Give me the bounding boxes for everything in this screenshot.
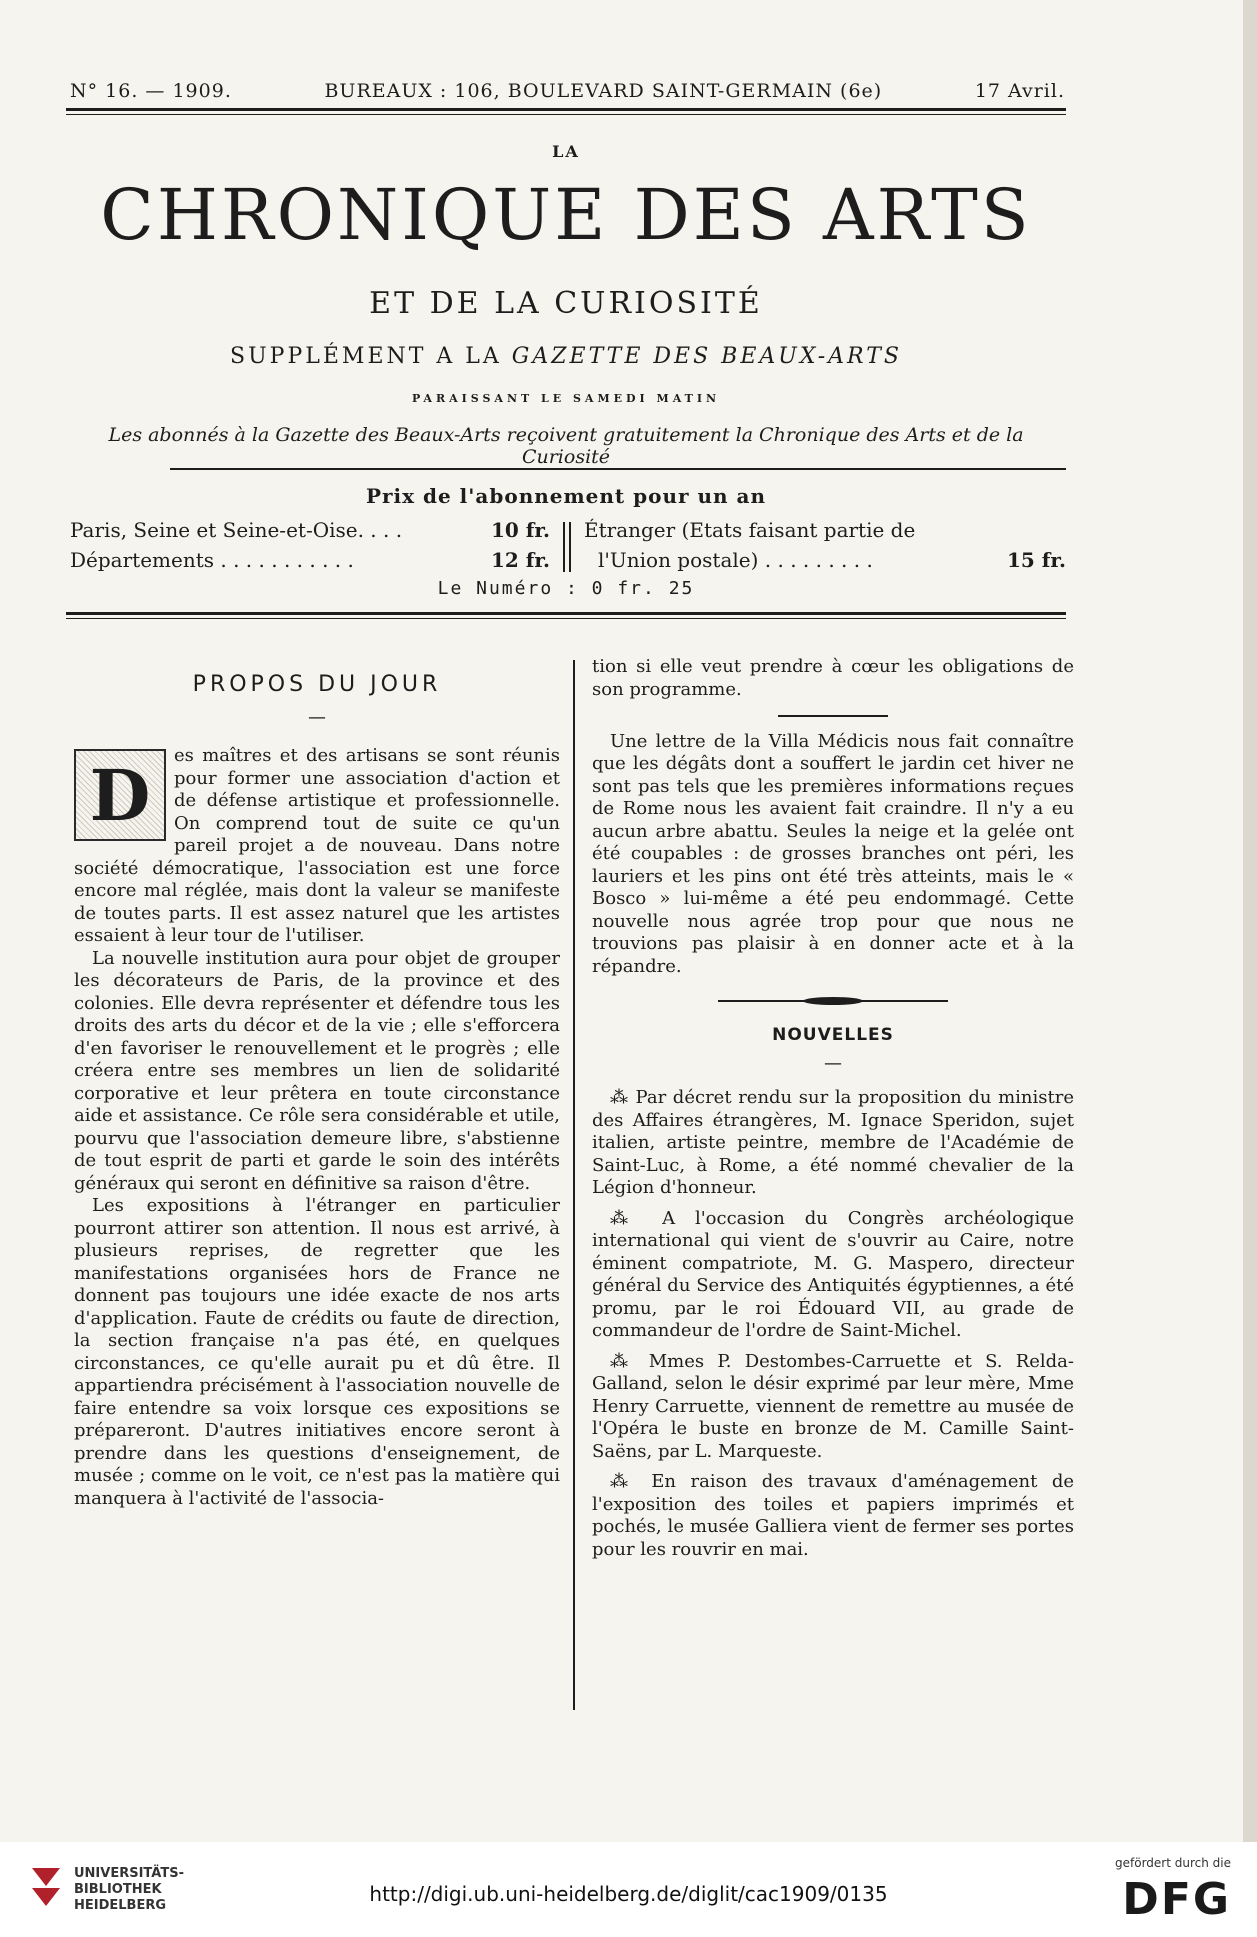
news-item-3: ⁂ Mmes P. Destombes-Carruette et S. Relda-Galland, selon le désir exprimé par leur mère, Mme Henry Carruette, viennent de remettre au musée de l'Opéra le buste en bronze de M. Camille Saint-Saëns, par L. Marqueste.	[592, 1350, 1074, 1462]
subscription-separator-2	[569, 522, 571, 572]
issue-number: N° 16. — 1909.	[70, 80, 232, 102]
uni-line-2: BIBLIOTHEK	[74, 1882, 162, 1897]
left-column	[74, 656, 560, 1510]
ornament-flourish	[803, 997, 863, 1005]
supplement-gazette: GAZETTE DES BEAUX-ARTS	[511, 344, 902, 369]
nouvelles-heading: NOUVELLES	[772, 1025, 894, 1045]
departements-price: 12 fr.	[490, 548, 550, 572]
source-url[interactable]: http://digi.ub.uni-heidelberg.de/diglit/cac1909/0135	[369, 1882, 888, 1906]
uni-line-3: HEIDELBERG	[74, 1898, 167, 1913]
header-rule-thin	[66, 114, 1066, 115]
masthead-abonnes: Les abonnés à la Gazette des Beaux-Arts reçoivent gratuitement la Chronique des Arts et de la Curiosité	[108, 424, 1024, 468]
numero-price: Le Numéro : 0 fr. 25	[437, 578, 695, 599]
propos-heading: PROPOS DU JOUR	[192, 672, 442, 697]
propos-dash: —	[308, 706, 326, 728]
paris-label: Paris, Seine et Seine-et-Oise. . . .	[70, 518, 403, 542]
subscription-heading: Prix de l'abonnement pour un an	[365, 484, 767, 508]
etranger-line1: Étranger (Etats faisant partie de	[584, 518, 916, 542]
masthead-supplement	[66, 344, 1066, 369]
news-item-2: ⁂ A l'occasion du Congrès archéologique international qui vient de s'ouvrir au Caire, notre éminent compatriote, M. G. Maspero, directeur général du Service des Antiquités égyptiennes, a été promu, par le roi Édouard VII, au grade de commandeur de l'ordre de Saint-Michel.	[592, 1207, 1074, 1341]
paris-price: 10 fr.	[490, 518, 550, 542]
subscription-etranger-1	[584, 518, 1054, 542]
subscription-rule-thin	[66, 618, 1066, 619]
propos-paragraph-1: es maîtres et des artisans se sont réunis pour former une association d'action et de défense artistique et professionnelle. On comprend tout de suite ce qu'un pareil projet a de nouveau. Dans notre société démocratique, l'association est une force encore mal réglée, mais dont la valeur se manifeste de toutes parts. Il est assez naturel que les artistes essaient à leur tour de l'utiliser.	[74, 745, 560, 946]
dfg-logo: DFG	[1122, 1874, 1231, 1925]
page-edge	[1243, 0, 1257, 1842]
column-separator	[573, 660, 575, 1710]
issue-date: 17 Avril.	[974, 80, 1065, 102]
villa-medicis-paragraph: Une lettre de la Villa Médicis nous fait connaître que les dégâts dont a souffert le jardin cet hiver ne sont pas tels que les premières informations reçues de Rome nous les avaient fait craindre. Il n'y a eu aucun arbre abattu. Seules la neige et la gelée ont été coupables : de grosses branches ont péri, les lauriers et les pins ont été très atteints, mais le « Bosco » lui-même a été peu endommagé. Cette nouvelle nous agrée trop pour que nous ne trouvions pas plaisir à en donner acte et à la répandre.	[592, 730, 1074, 977]
etranger-price: 15 fr.	[1006, 548, 1066, 572]
issue-line	[70, 80, 1065, 102]
masthead-la: LA	[552, 142, 580, 161]
propos-paragraph-3: Les expositions à l'étranger en particulier pourront attirer son attention. Il nous est arrivé, à plusieurs reprises, de regretter que les manifestations organisées hors de France ne donnent pas toujours une idée exacte de nos arts d'application. Faute de crédits ou faute de direction, la section française n'a pas été, en quelques circonstances, ce qu'elle aurait pu et dû être. Il appartiendra précisément à l'association nouvelle de faire entendre sa voix lorsque ces expositions se prépareront. D'autres initiatives encore seront à prendre dans les questions d'enseignement, de musée ; comme on le voit, ce n'est pas la matière qui manquera à l'activité de l'associa-	[74, 1195, 560, 1509]
subscription-etranger-2	[598, 548, 1066, 572]
propos-paragraph-2: La nouvelle institution aura pour objet de grouper les décorateurs de Paris, de la province et des colonies. Elle devra représenter et défendre tous les droits des arts du décor et de la vie ; elle s'efforcera d'en favoriser le renouvellement et le progrès ; elle créera entre ses membres un lien de solidarité corporative et leur prêtera en toute circonstance aide et assistance. Ce rôle sera considérable et utile, pourvu que l'association demeure libre, s'abstienne de tout esprit de parti et garde le soin des intérêts généraux qui seront en définitive sa raison d'être.	[74, 947, 560, 1194]
departements-label: Départements . . . . . . . . . . .	[70, 548, 354, 572]
masthead-paraissant: PARAISSANT LE SAMEDI MATIN	[411, 392, 721, 405]
subscription-separator-1	[563, 522, 565, 572]
dropcap-ornament	[74, 749, 166, 841]
masthead-subtitle: ET DE LA CURIOSITÉ	[369, 286, 763, 321]
news-item-4: ⁂ En raison des travaux d'aménagement de l'exposition des toiles et papiers imprimés et pochés, le musée Galliera vient de fermer ses portes pour les rouvrir en mai.	[592, 1471, 1074, 1560]
subscription-departements	[70, 548, 550, 572]
supplement-prefix: SUPPLÉMENT A LA	[230, 344, 512, 369]
news-item-1: ⁂ Par décret rendu sur la proposition du ministre des Affaires étrangères, M. Ignace Speridon, sujet italien, artiste peintre, membre de l'Académie de Saint-Luc, à Rome, a été nommé chevalier de la Légion d'honneur.	[592, 1087, 1074, 1198]
masthead-title: CHRONIQUE DES ARTS	[100, 174, 1032, 256]
dropcap-letter: D	[89, 754, 151, 837]
funded-by: gefördert durch die	[1115, 1856, 1231, 1870]
abonnes-rule	[170, 468, 1066, 470]
nouvelles-dash: —	[824, 1052, 842, 1074]
bureaux-address: BUREAUX : 106, BOULEVARD SAINT-GERMAIN (6e)	[324, 80, 883, 102]
subscription-rule	[66, 612, 1066, 615]
ornamental-rule	[718, 996, 948, 1006]
digitization-footer	[0, 1842, 1257, 1937]
short-rule	[778, 715, 888, 717]
etranger-line2: l'Union postale) . . . . . . . . .	[598, 548, 873, 572]
header-rule	[66, 108, 1066, 111]
right-column	[592, 656, 1074, 1561]
propos-continuation: tion si elle veut prendre à cœur les obligations de son programme.	[592, 656, 1074, 700]
uni-line-1: UNIVERSITÄTS-	[74, 1866, 184, 1881]
subscription-paris	[70, 518, 550, 542]
